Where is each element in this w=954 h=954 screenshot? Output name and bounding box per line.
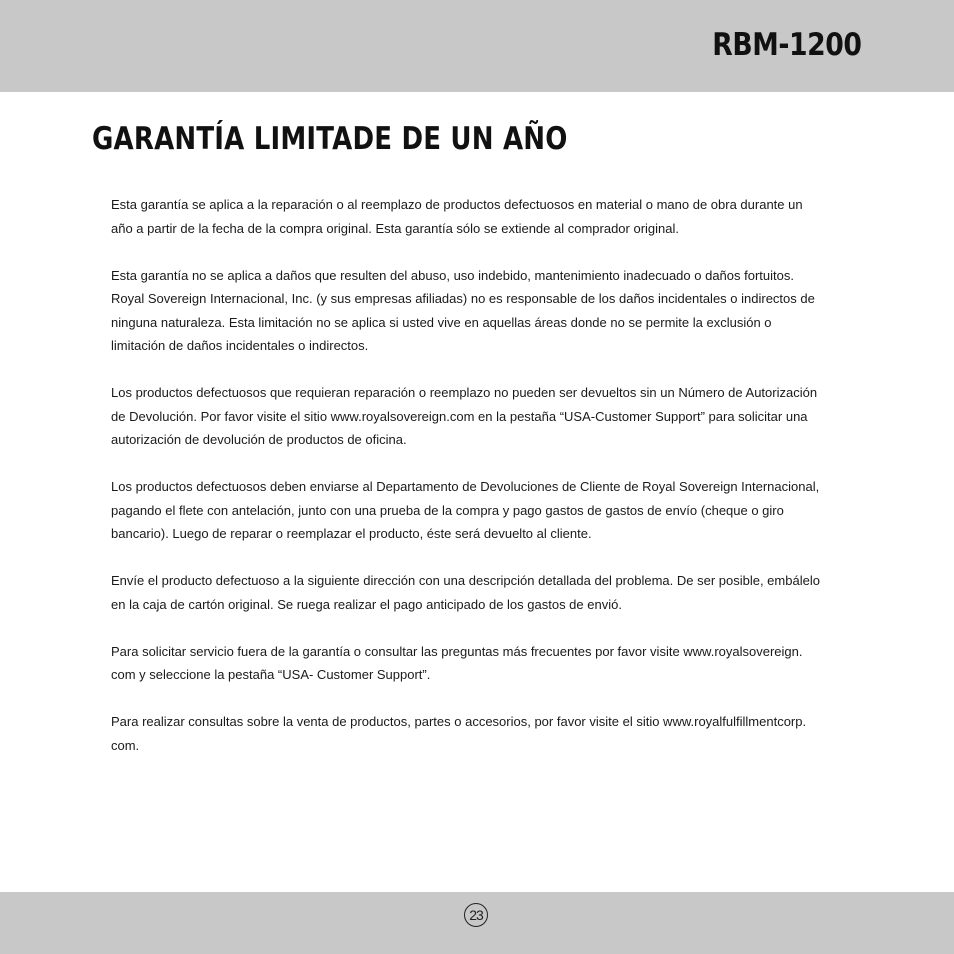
text-line: limitación de daños incidentales o indirectos.	[111, 338, 369, 353]
text-line: ninguna naturaleza. Esta limitación no se aplica si usted vive en aquellas áreas donde no se permite la exclusión o	[111, 314, 772, 330]
model-number: RBM-1200	[711, 27, 861, 63]
paragraph-coverage	[111, 193, 886, 240]
text-line: Royal Sovereign Internacional, Inc. (y sus empresas afiliadas) no es responsable de los daños incidentales o indirectos de	[111, 291, 815, 306]
text-line: Para solicitar servicio fuera de la garantía o consultar las preguntas más frecuentes por favor visite www.royalsovereign.	[111, 643, 803, 659]
text-line: Esta garantía no se aplica a daños que resulten del abuso, uso indebido, mantenimiento inadecuado o daños fortuitos.	[111, 267, 794, 283]
text-line: pagando el flete con antelación, junto con una prueba de la compra y pago gastos de gastos de envío (cheque o giro	[111, 502, 784, 518]
text-line: com y seleccione la pestaña “USA- Customer Support”.	[111, 667, 431, 682]
paragraph-out-of-warranty	[111, 640, 886, 687]
text-line: Esta garantía se aplica a la reparación o al reemplazo de productos defectuosos en material o mano de obra durante un	[111, 197, 803, 212]
text-line: Los productos defectuosos deben enviarse al Departamento de Devoluciones de Cliente de Royal Sovereign Internacional,	[111, 479, 820, 494]
text-line: en la caja de cartón original. Se ruega realizar el pago anticipado de los gastos de envió.	[111, 596, 622, 612]
text-line: Envíe el producto defectuoso a la siguiente dirección con una descripción detallada del problema. De ser posible, embálelo	[111, 573, 820, 588]
warranty-body	[111, 193, 886, 781]
paragraph-return-authorization	[111, 381, 886, 452]
text-line: autorización de devolución de productos de oficina.	[111, 432, 407, 447]
page-number: 23	[464, 903, 488, 927]
text-line: Los productos defectuosos que requieran reparación o reemplazo no pueden ser devueltos sin un Número de Autorización	[111, 385, 818, 400]
text-line: com.	[111, 737, 140, 753]
text-line: de Devolución. Por favor visite el sitio www.royalsovereign.com en la pestaña “USA-Customer Support” para solicitar una	[111, 408, 808, 424]
paragraph-exclusions	[111, 264, 886, 358]
text-line: bancario). Luego de reparar o reemplazar el producto, éste será devuelto al cliente.	[111, 526, 592, 541]
text-line: año a partir de la fecha de la compra original. Esta garantía sólo se extiende al comprador original.	[111, 220, 679, 236]
paragraph-send-instructions	[111, 569, 886, 616]
paragraph-sales-inquiries	[111, 710, 886, 757]
paragraph-shipping	[111, 475, 886, 546]
page-title: GARANTÍA LIMITADE DE UN AÑO	[92, 121, 568, 157]
text-line: Para realizar consultas sobre la venta de productos, partes o accesorios, por favor visite el sitio www.royalfulfillmentcorp.	[111, 714, 807, 729]
